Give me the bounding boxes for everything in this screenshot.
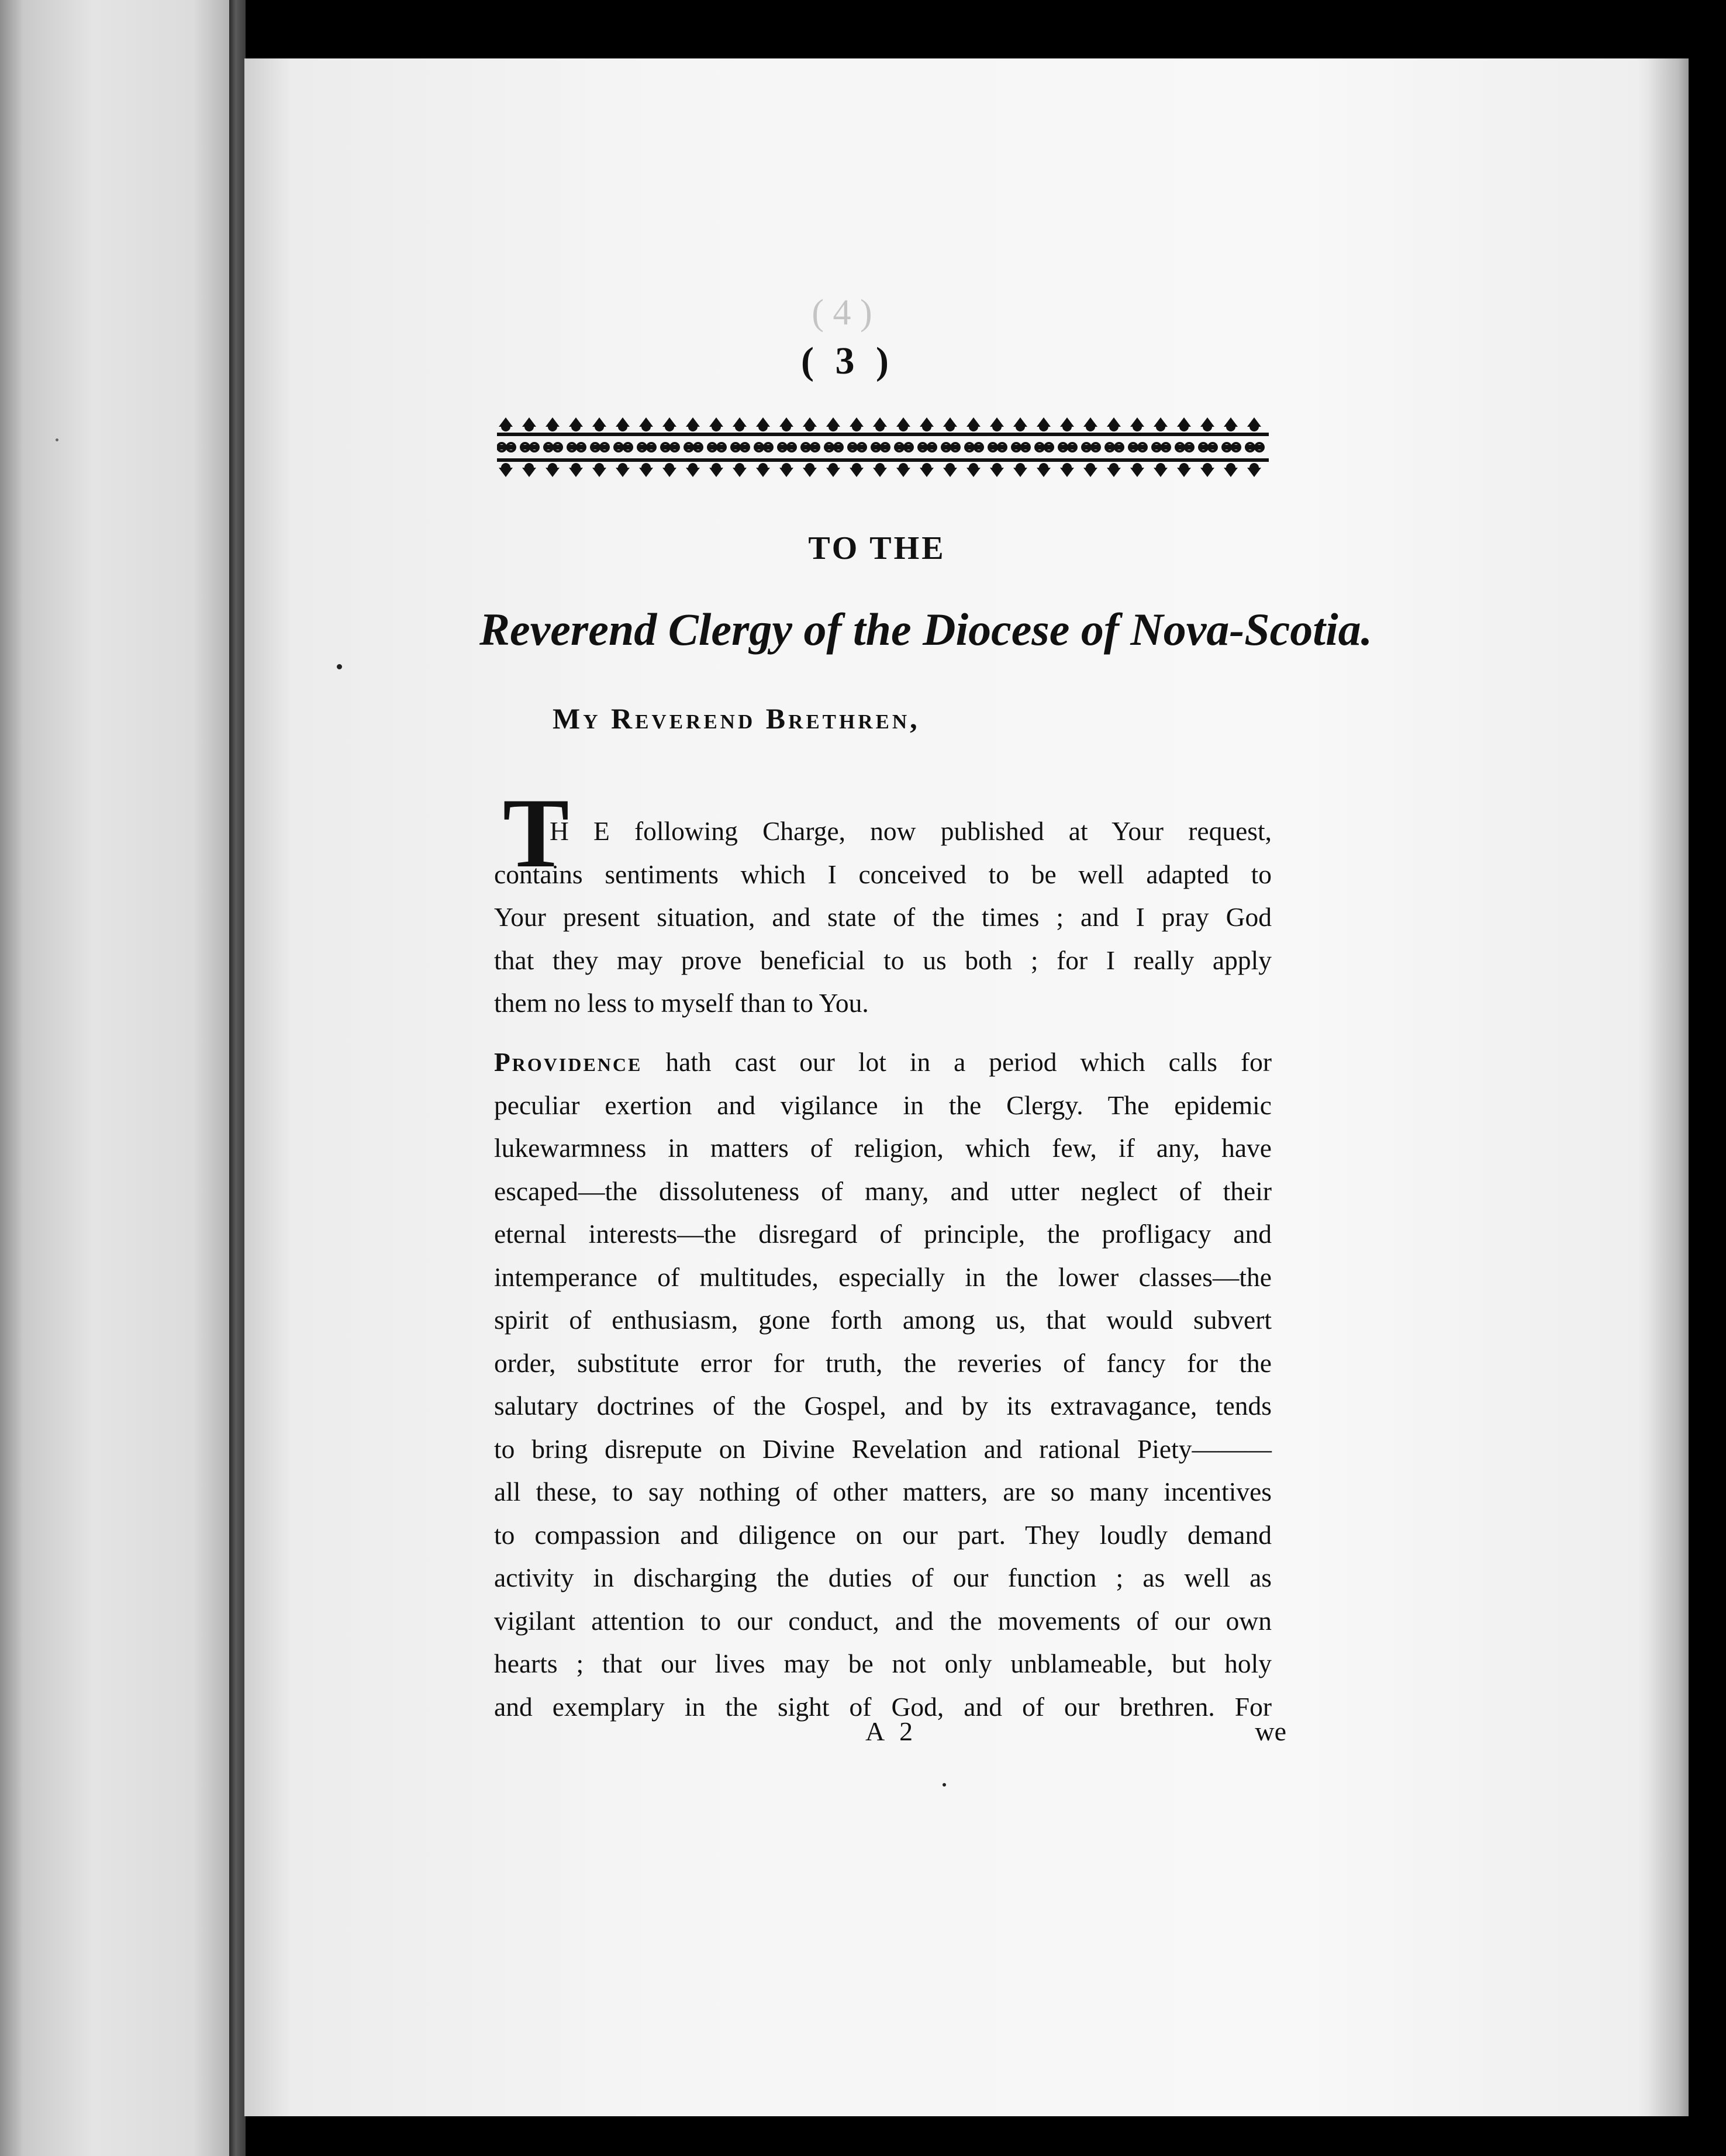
text-line: eternal interests—the disregard of principle, the profligacy and [494, 1219, 1272, 1249]
left-page-edge [0, 0, 229, 2156]
book-gutter [229, 0, 246, 2156]
ink-speck [56, 438, 58, 441]
text-line: vigilant attention to our conduct, and the movements of our own [494, 1605, 1272, 1636]
drop-cap: T [503, 778, 569, 888]
text-line: escaped—the dissoluteness of many, and utter neglect of their [494, 1176, 1272, 1206]
paragraph-1 [494, 810, 1272, 1025]
text-line: order, substitute error for truth, the reveries of fancy for the [494, 1348, 1272, 1378]
heading-to-the: TO THE [808, 530, 946, 566]
text-line: intemperance of multitudes, especially in the lower classes—the [494, 1262, 1272, 1292]
text-line: to bring disrepute on Divine Revelation and rational Piety——— [494, 1433, 1272, 1464]
text-line: Your present situation, and state of the times ; and I pray God [494, 902, 1272, 932]
text-line: activity in discharging the duties of our function ; as well as [494, 1563, 1272, 1592]
lead-word: Providence [494, 1047, 643, 1077]
text-line-rest: hath cast our lot in a period which calls for [642, 1047, 1272, 1077]
show-through-page-number: ( 4 ) [812, 293, 872, 333]
text-line: hearts ; that our lives may be not only unblameable, but holy [494, 1649, 1272, 1678]
paragraph-2 [494, 1041, 1272, 1728]
text-line: and exemplary in the sight of God, and of our brethren. For [494, 1691, 1272, 1722]
page-edge-shadow [1637, 58, 1696, 2116]
printers-ornament-band [497, 409, 1269, 485]
text-line: spirit of enthusiasm, gone forth among us, that would subvert [494, 1305, 1272, 1335]
text-line: contains sentiments which I conceived to be well adapted to [494, 859, 1272, 889]
text-line-first [494, 1041, 1272, 1084]
text-line: that they may prove beneficial to us both ; for I really apply [494, 945, 1272, 975]
text-line: H E following Charge, now published at Your request, [550, 816, 1272, 846]
page-number: ( 3 ) [801, 340, 895, 382]
heading-dedication-title: Reverend Clergy of the Diocese of Nova-Scotia. [479, 604, 1373, 655]
salutation: My Reverend Brethren, [553, 702, 920, 735]
text-line: salutary doctrines of the Gospel, and by its extravagance, tends [494, 1391, 1272, 1421]
ink-speck [943, 1783, 946, 1787]
text-line: all these, to say nothing of other matters, are so many incentives [494, 1477, 1272, 1507]
signature-mark: A 2 [865, 1716, 918, 1746]
text-line: lukewarmness in matters of religion, which few, if any, have [494, 1133, 1272, 1163]
text-line: peculiar exertion and vigilance in the Clergy. The epidemic [494, 1090, 1272, 1120]
ink-speck [337, 664, 342, 669]
text-line: them no less to myself than to You. [494, 988, 869, 1018]
catchword: we [1255, 1716, 1286, 1746]
text-line: to compassion and diligence on our part. They loudly demand [494, 1519, 1272, 1550]
